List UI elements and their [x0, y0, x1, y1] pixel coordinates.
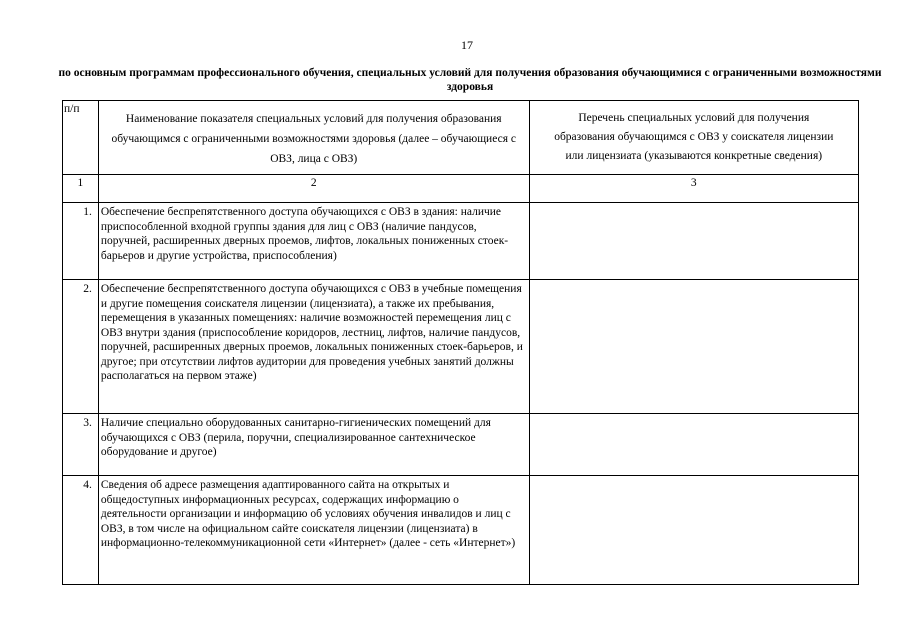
table-row	[63, 203, 859, 280]
conditions-cell	[529, 203, 858, 280]
indicator-cell: Сведения об адресе размещения адаптированного сайта на открытых и общедоступных информационных ресурсах, содержащих информацию о деятельности организации и информацию об условиях обучения инвалидов и лиц с ОВЗ, в том числе на официальном сайте соискателя лицензии (лицензиата) в информационно-телекоммуникационной сети «Интернет» (далее - сеть «Интернет»)	[98, 476, 529, 585]
column-number-cell: 2	[98, 175, 529, 203]
page-number: 17	[461, 38, 473, 52]
indicator-cell: Обеспечение беспрепятственного доступа обучающихся с ОВЗ в учебные помещения и другие помещения соискателя лицензии (лицензиата), а также их пребывания, перемещения в указанных помещениях: наличие возможностей перемещения лиц с ОВЗ внутри здания (приспособление коридоров, лестниц, лифтов, наличие пандусов, поручней, расширенных дверных проемов, локальных пониженных стоек-барьеров, и другое; при отсутствии лифтов аудитории для проведения учебных занятий должны располагаться на первом этаже)	[98, 280, 529, 414]
table-row	[63, 280, 859, 414]
row-number-cell: 1.	[63, 203, 99, 280]
conditions-cell	[529, 414, 858, 476]
column-number-cell: 1	[63, 175, 99, 203]
table-row	[63, 414, 859, 476]
row-number-cell: 4.	[63, 476, 99, 585]
document-heading: по основным программам профессионального обучения, специальных условий для получения образования обучающимися с ограниченными возможностями здоровья	[58, 67, 882, 93]
header-cell-conditions: Перечень специальных условий для получения образования обучающимся с ОВЗ у соискателя лицензии или лицензиата (указываются конкретные сведения)	[529, 101, 858, 175]
header-cell-number: п/п	[63, 101, 99, 175]
row-number-cell: 2.	[63, 280, 99, 414]
conditions-cell	[529, 280, 858, 414]
column-number-row	[63, 175, 859, 203]
row-number-cell: 3.	[63, 414, 99, 476]
table-row	[63, 476, 859, 585]
indicator-cell: Наличие специально оборудованных санитарно-гигиенических помещений для обучающихся с ОВЗ (перила, поручни, специализированное сантехническое оборудование и другое)	[98, 414, 529, 476]
conditions-cell	[529, 476, 858, 585]
table-header-row	[63, 101, 859, 175]
indicator-cell: Обеспечение беспрепятственного доступа обучающихся с ОВЗ в здания: наличие приспособленной входной группы здания для лиц с ОВЗ (наличие пандусов, поручней, расширенных дверных проемов, лифтов, локальных пониженных стоек-барьеров и другие устройства, приспособления)	[98, 203, 529, 280]
column-number-cell: 3	[529, 175, 858, 203]
header-cell-indicator: Наименование показателя специальных условий для получения образования обучающимся с ограниченными возможностями здоровья (далее – обучающиеся с ОВЗ, лица с ОВЗ)	[98, 101, 529, 175]
special-conditions-table	[62, 100, 859, 585]
